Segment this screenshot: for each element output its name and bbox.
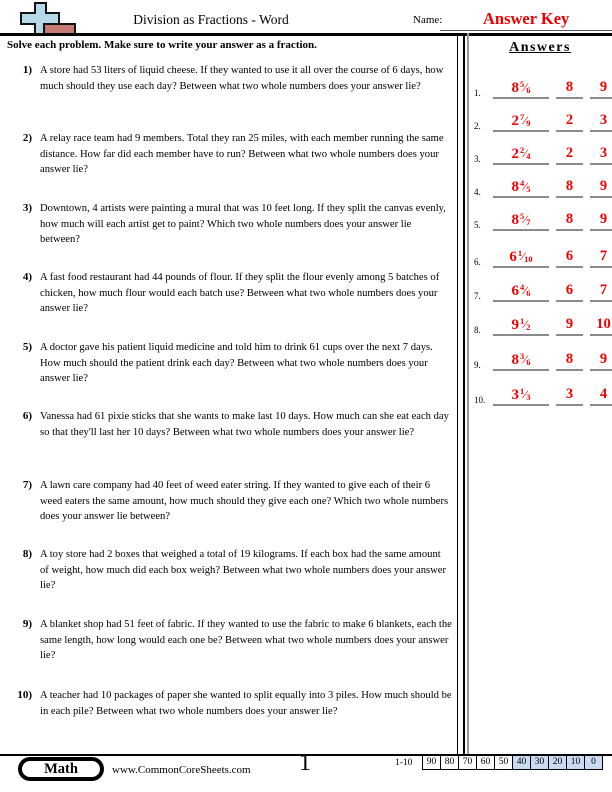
problem-8: [12, 547, 452, 594]
answer-high-blank: 7: [590, 248, 612, 268]
mixed-denominator: 4: [526, 151, 531, 161]
score-cell: 80: [440, 755, 459, 770]
problem-9: [12, 617, 452, 664]
instruction-text: Solve each problem. Make sure to write your answer as a fraction.: [7, 39, 317, 51]
answer-row-4: [470, 172, 612, 198]
answer-high-blank: 9: [590, 178, 612, 198]
mixed-denominator: 2: [526, 322, 531, 332]
subject-badge-label: Math: [21, 760, 101, 778]
answer-high-blank: 3: [590, 112, 612, 132]
score-cell: 20: [548, 755, 567, 770]
answer-number: 4.: [474, 187, 481, 197]
answer-low-blank: 2: [556, 145, 583, 165]
answer-row-2: [470, 106, 612, 132]
answer-row-1: [470, 73, 612, 99]
column-divider-dark: [463, 33, 465, 755]
problem-number: 4): [22, 271, 32, 283]
problem-text: A fast food restaurant had 44 pounds of flour. If they split the flour evenly among 5 batches of chicken, how much flour would each batch use? Between what two whole numbers does your answer lie?: [40, 272, 440, 314]
problem-number: 9): [22, 618, 32, 630]
answer-number: 7.: [474, 291, 481, 301]
problem-text: A blanket shop had 51 feet of fabric. If they wanted to use the fabric to make 6 blankets, each the same length, how long would each one be? Between what two whole numbers does your answer lie?: [40, 619, 452, 661]
score-range-label: 1-10: [395, 758, 413, 768]
fraction-slash: ⁄: [524, 352, 527, 366]
answer-low-blank: 6: [556, 248, 583, 268]
fraction-slash: ⁄: [524, 212, 527, 226]
fraction-slash: ⁄: [524, 387, 527, 401]
mixed-denominator: 7: [526, 217, 531, 227]
answer-high-blank: 9: [590, 211, 612, 231]
answer-number: 10.: [474, 395, 486, 405]
website-text: www.CommonCoreSheets.com: [112, 764, 251, 776]
mixed-numerator: 1: [517, 248, 523, 258]
mixed-whole: 2: [511, 146, 519, 162]
mixed-whole: 2: [511, 113, 519, 129]
page-number: 1: [299, 750, 311, 776]
answer-high-blank: 10: [590, 316, 612, 336]
problem-text: Vanessa had 61 pixie sticks that she wants to make last 10 days. How much can she eat each day so that they'll last her 10 days? Between what two whole numbers does your answer lie?: [40, 411, 449, 438]
header-divider: [0, 33, 612, 36]
answer-row-8: [470, 310, 612, 336]
answer-row-10: [470, 380, 612, 406]
answer-low-blank: 8: [556, 178, 583, 198]
problem-text: A teacher had 10 packages of paper she wanted to split equally into 3 piles. How much should be in each pile? Between what two whole numbers does your answer lie?: [40, 690, 452, 717]
answer-high-blank: 4: [590, 386, 612, 406]
problem-text: A toy store had 2 boxes that weighed a total of 19 kilograms. If each box had the same amount of weight, how much did each box weigh? Between what two whole numbers does your answer lie?: [40, 549, 446, 591]
problem-number: 2): [22, 132, 32, 144]
answer-fraction-blank: [493, 316, 549, 336]
column-divider-gray: [467, 33, 469, 755]
mixed-whole: 8: [511, 352, 519, 368]
fraction-slash: ⁄: [524, 283, 527, 297]
mixed-numerator: 4: [519, 178, 525, 188]
problem-number: 3): [22, 202, 32, 214]
mixed-whole: 9: [511, 317, 519, 333]
mixed-whole: 8: [511, 212, 519, 228]
answer-row-5: [470, 205, 612, 231]
answer-high-blank: 7: [590, 282, 612, 302]
answer-key-label: Answer Key: [483, 9, 570, 28]
score-cell: 40: [512, 755, 531, 770]
answer-high-blank: 9: [590, 79, 612, 99]
mixed-whole: 6: [511, 283, 519, 299]
mixed-whole: 6: [509, 249, 517, 265]
answer-fraction-blank: [493, 248, 549, 268]
score-cell: 70: [458, 755, 477, 770]
answer-number: 8.: [474, 325, 481, 335]
subject-badge: [18, 757, 104, 781]
score-cell: 60: [476, 755, 495, 770]
mixed-numerator: 4: [519, 282, 525, 292]
problem-number: 6): [22, 410, 32, 422]
mixed-denominator: 6: [526, 357, 531, 367]
answer-low-blank: 3: [556, 386, 583, 406]
answer-number: 1.: [474, 88, 481, 98]
mixed-denominator: 6: [526, 85, 531, 95]
problem-3: [12, 201, 452, 248]
problem-2: [12, 131, 452, 178]
answer-low-blank: 2: [556, 112, 583, 132]
answer-row-7: [470, 276, 612, 302]
mixed-numerator: 2: [519, 145, 525, 155]
fraction-slash: ⁄: [522, 249, 525, 263]
answer-fraction-blank: [493, 79, 549, 99]
problem-7: [12, 478, 452, 525]
problem-1: [12, 63, 452, 94]
fraction-slash: ⁄: [524, 80, 527, 94]
answer-low-blank: 6: [556, 282, 583, 302]
name-blank-line: [440, 30, 612, 31]
mixed-denominator: 5: [526, 184, 531, 194]
score-cell: 90: [422, 755, 441, 770]
mixed-denominator: 3: [526, 392, 531, 402]
answer-number: 3.: [474, 154, 481, 164]
problem-number: 1): [22, 64, 32, 76]
problem-6: [12, 409, 452, 440]
problem-5: [12, 340, 452, 387]
problem-number: 10): [17, 689, 32, 701]
fraction-slash: ⁄: [524, 146, 527, 160]
score-cell: 50: [494, 755, 513, 770]
mixed-numerator: 3: [519, 351, 525, 361]
answer-row-9: [470, 345, 612, 371]
answer-number: 2.: [474, 121, 481, 131]
answer-high-blank: 3: [590, 145, 612, 165]
answer-low-blank: 8: [556, 211, 583, 231]
answer-fraction-blank: [493, 282, 549, 302]
problem-number: 7): [22, 479, 32, 491]
score-cell: 0: [584, 755, 603, 770]
answer-low-blank: 9: [556, 316, 583, 336]
problem-text: A lawn care company had 40 feet of weed eater string. If they wanted to give each of their 6 weed eaters the same amount, how much should they give each one? Which two whole numbers does your answer lie between?: [40, 480, 449, 522]
answer-fraction-blank: [493, 386, 549, 406]
problem-number: 8): [22, 548, 32, 560]
answer-number: 6.: [474, 257, 481, 267]
problem-text: A doctor gave his patient liquid medicine and told him to drink 61 cups over the next 7 days. How much should the patient drink each day? Between what two whole numbers does your answer lie?: [40, 342, 433, 384]
mixed-whole: 8: [511, 179, 519, 195]
worksheet-title: Division as Fractions - Word: [133, 12, 289, 27]
answer-low-blank: 8: [556, 79, 583, 99]
fraction-slash: ⁄: [524, 317, 527, 331]
answer-row-6: [470, 242, 612, 268]
column-divider-thin: [457, 33, 458, 755]
score-cell: 30: [530, 755, 549, 770]
answer-fraction-blank: [493, 211, 549, 231]
answer-row-3: [470, 139, 612, 165]
problem-4: [12, 270, 452, 317]
answer-fraction-blank: [493, 112, 549, 132]
fraction-slash: ⁄: [524, 179, 527, 193]
mixed-numerator: 1: [519, 386, 525, 396]
mixed-numerator: 5: [519, 79, 525, 89]
problem-number: 5): [22, 341, 32, 353]
mixed-numerator: 1: [519, 316, 525, 326]
score-cell: 10: [566, 755, 585, 770]
fraction-slash: ⁄: [524, 113, 527, 127]
mixed-denominator: 9: [526, 118, 531, 128]
mixed-numerator: 5: [519, 211, 525, 221]
answer-low-blank: 8: [556, 351, 583, 371]
mixed-numerator: 7: [519, 112, 525, 122]
answers-header: Answers: [509, 40, 571, 55]
problem-text: Downtown, 4 artists were painting a mural that was 10 feet long. If they split the canvas evenly, how much will each artist get to paint? Which two whole numbers does your answer lie between?: [40, 203, 446, 245]
name-label: Name:: [413, 14, 443, 26]
mixed-whole: 8: [511, 80, 519, 96]
mixed-denominator: 6: [526, 288, 531, 298]
problem-text: A relay race team had 9 members. Total they ran 25 miles, with each member running the same distance. How far did each member have to run? Between what two whole numbers does your answer lie?: [40, 133, 444, 175]
answer-fraction-blank: [493, 178, 549, 198]
answer-fraction-blank: [493, 351, 549, 371]
answer-number: 5.: [474, 220, 481, 230]
answer-number: 9.: [474, 360, 481, 370]
score-strip: [423, 755, 603, 770]
answer-high-blank: 9: [590, 351, 612, 371]
mixed-denominator: 10: [524, 254, 533, 264]
problem-10: [12, 688, 452, 719]
answer-fraction-blank: [493, 145, 549, 165]
problem-text: A store had 53 liters of liquid cheese. If they wanted to use it all over the course of 6 days, how much should they use each day? Between what two whole numbers does your answer lie?: [40, 65, 444, 92]
mixed-whole: 3: [511, 387, 519, 403]
